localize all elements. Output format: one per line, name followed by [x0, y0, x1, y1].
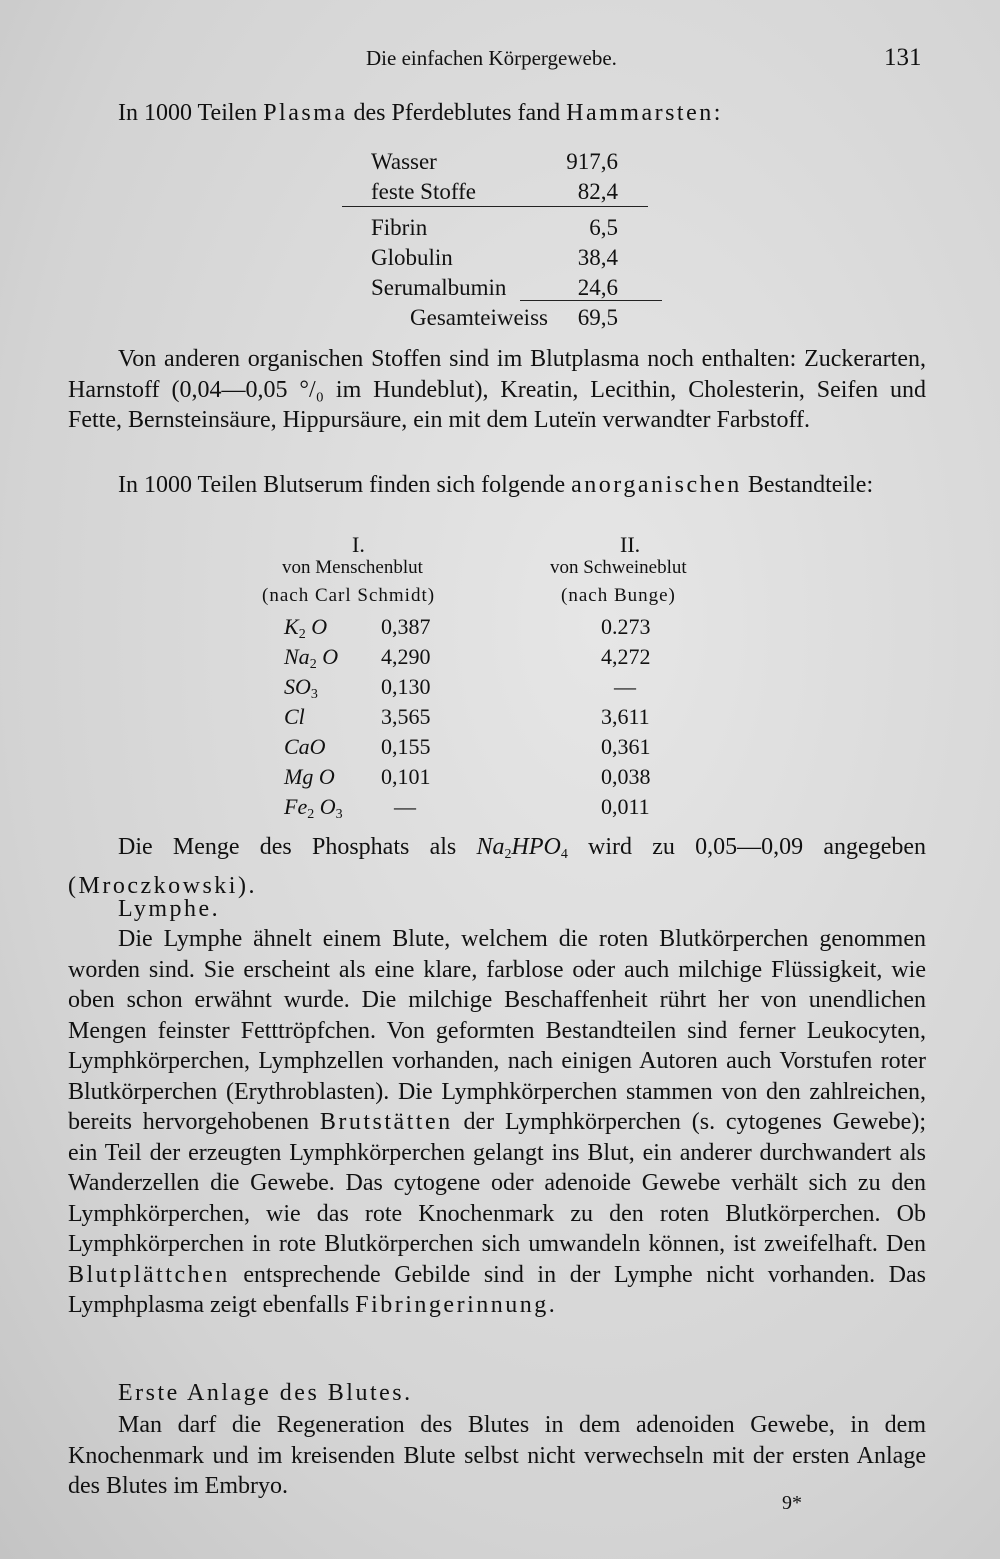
- plasma-row: [371, 146, 437, 178]
- plasma-value: 24,6: [577, 275, 618, 300]
- paragraph-phosphate: [68, 832, 926, 901]
- paragraph-text: Man darf die Regeneration des Blutes in dem adenoiden Gewebe, in dem Knochenmark und im kreisenden Blute selbst nicht verwechseln mit der ersten Anlage des Blutes im Embryo.: [68, 1412, 926, 1499]
- serum-text-c: Bestandteile:: [741, 472, 874, 498]
- plasma-value: 82,4: [577, 179, 618, 204]
- value-pig: 3,611: [601, 704, 650, 729]
- plasma-row: [371, 272, 506, 304]
- column-number: I.: [352, 532, 365, 557]
- plasma-label: Fibrin: [371, 215, 428, 240]
- value-pig: 0.273: [601, 614, 651, 639]
- serum-text-a: In 1000 Teilen Blutserum finden sich folgende: [118, 472, 572, 498]
- value-human: 0,101: [381, 764, 431, 789]
- intro-plasma: Plasma: [263, 100, 348, 126]
- intro-text-b: des Pferdeblutes fand: [347, 100, 567, 126]
- heading-lymph: Lymphe.: [118, 896, 221, 922]
- lymph-brutstaetten: Brutstätten: [319, 1109, 453, 1135]
- paragraph-anlage: [68, 1410, 926, 1502]
- plasma-row: [371, 242, 453, 274]
- value-pig: 0,038: [601, 764, 651, 789]
- lymph-blutplaettchen: Blutplättchen: [68, 1261, 230, 1288]
- paragraph-text: Von anderen organischen Stoffen sind im Blutplasma noch enthalten: Zuckerarten, Harnstoff (0,04—0,05 °/₀ im Hundeblut), Kreatin, Lecithin, Cholesterin, Seifen und Fette, Bernsteinsäure, Hippursäure, ein mit dem Luteïn verwandter Farbstoff.: [68, 346, 926, 433]
- table-rule: [342, 206, 648, 207]
- paragraph-organic: [68, 344, 926, 436]
- plasma-value: 38,4: [577, 245, 618, 270]
- page-number: 131: [884, 44, 922, 71]
- value-human: —: [394, 794, 416, 819]
- formula: Cl: [284, 704, 305, 729]
- value-human: 4,290: [381, 644, 431, 669]
- value-pig: 4,272: [601, 644, 651, 669]
- value-pig: —: [614, 674, 636, 699]
- plasma-row: [371, 212, 427, 244]
- column-title: von Schweineblut: [550, 557, 687, 578]
- plasma-label: Serumalbumin: [371, 275, 507, 300]
- column-number: II.: [620, 532, 641, 557]
- plasma-row: [371, 176, 476, 208]
- plasma-label: Gesamteiweiss: [410, 305, 548, 330]
- serum-anorganic: anorganischen: [571, 472, 742, 498]
- formula: Mg O: [284, 764, 335, 789]
- value-human: 0,130: [381, 674, 431, 699]
- formula: $Na_2$ O: [284, 644, 339, 672]
- plasma-label: feste Stoffe: [371, 179, 476, 204]
- heading-erste-anlage: Erste Anlage des Blutes.: [118, 1380, 413, 1406]
- intro-text-a: In 1000 Teilen: [118, 100, 264, 126]
- phosphate-formula: $Na_2HPO_4$: [476, 834, 568, 862]
- phosphate-author: (Mroczkowski).: [68, 872, 257, 899]
- value-human: 0,155: [381, 734, 431, 759]
- signature-mark: 9*: [782, 1492, 802, 1514]
- value-human: 0,387: [381, 614, 431, 639]
- paragraph-text: Die Lymphe ähnelt einem Blute, welchem die roten Blutkörperchen genommen worden sind. Sie erscheint als eine klare, farblose oder auch milchige Flüssigkeit, wie oben schon erwähnt wurde. Die milchige Beschaffenheit rührt her von unendlichen Mengen feinster Fetttröpfchen. Von geformten Bestandteilen sind ferner Leukocyten, Lymphkörperchen, Lymphzellen vorhanden, nach einigen Autoren auch Vorstufen roter Blutkörperchen (Erythroblasten). Die Lymphkörperchen stammen von den zahlreichen, bereits hervorgehobenen Brutstätten der Lymphkörperchen (s. cytogenes Gewebe); ein Teil der erzeugten Lymphkörperchen gelangt ins Blut, ein anderer durchwandert als Wanderzellen die Gewebe. Das cytogene oder adenoide Gewebe verhält sich zu den Lymphkörperchen, wie das rote Knochenmark zu den roten Blutkörperchen. Ob Lymphkörperchen in rote Blutkörperchen sich umwandeln können, ist zweifelhaft. Den Blutplättchen entsprechende Gebilde sind in der Lymphe nicht vorhanden. Das Lymphplasma zeigt ebenfalls Fibringerinnung.: [68, 926, 926, 1318]
- paragraph-lymph: [68, 924, 926, 1321]
- plasma-value: 6,5: [589, 215, 618, 240]
- formula: $Fe_2$ $O_3$: [284, 794, 343, 822]
- value-pig: 0,361: [601, 734, 651, 759]
- intro-line: [118, 100, 723, 127]
- lymph-fibringerinnung: Fibringerinnung.: [355, 1292, 558, 1318]
- plasma-label: Wasser: [371, 149, 437, 174]
- running-title: Die einfachen Körpergewebe.: [366, 46, 617, 70]
- formula: $SO_3$: [284, 674, 318, 702]
- plasma-value: 69,5: [577, 305, 618, 330]
- plasma-label: Globulin: [371, 245, 453, 270]
- inorganic-table: [0, 532, 1000, 822]
- column-source: (nach Carl Schmidt): [262, 585, 436, 606]
- column-title: von Menschenblut: [282, 557, 423, 578]
- formula: $K_2$ O: [284, 614, 328, 642]
- column-source: (nach Bunge): [561, 585, 676, 606]
- plasma-value: 917,6: [566, 149, 618, 174]
- formula: CaO: [284, 734, 326, 759]
- value-human: 3,565: [381, 704, 431, 729]
- paragraph-serum: [68, 470, 926, 501]
- table-rule: [520, 300, 662, 301]
- paragraph-text: Die Menge des Phosphats als $Na_2HPO_4$ wird zu 0,05—0,09 angegeben (Mroczkowski).: [68, 834, 926, 899]
- intro-author: Hammarsten:: [566, 100, 723, 126]
- value-pig: 0,011: [601, 794, 650, 819]
- paragraph-text: [68, 470, 926, 501]
